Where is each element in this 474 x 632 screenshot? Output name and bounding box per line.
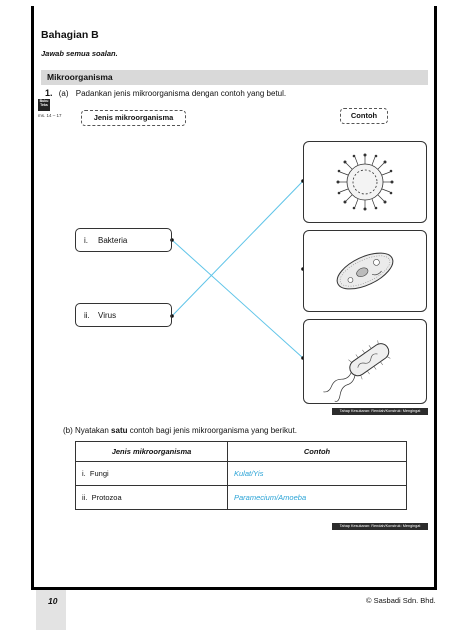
part-b-pre: Nyatakan <box>75 426 109 435</box>
item-number: ii. <box>84 311 90 320</box>
section-title: Bahagian B <box>41 29 99 41</box>
topic-title: Mikroorganisma <box>47 72 113 82</box>
answer-table <box>75 441 407 510</box>
part-a-label: (a) <box>58 89 69 98</box>
answer-cell[interactable]: Kulat/Yis <box>228 462 407 486</box>
question-b-line <box>63 426 297 435</box>
page-number: 10 <box>48 596 58 606</box>
row-number: ii. <box>82 493 88 502</box>
instruction: Jawab semua soalan. <box>41 49 118 58</box>
item-label: Virus <box>98 311 117 320</box>
table-header: Jenis mikroorganisma <box>76 442 228 462</box>
left-column-header: Jenis mikroorganisma <box>81 110 186 126</box>
part-b-bold: satu <box>111 426 128 435</box>
part-b-post: contoh bagi jenis mikroorganisma yang berikut. <box>129 426 297 435</box>
textbook-badge: Buku Teks <box>38 99 50 111</box>
answer-cell[interactable]: Paramecium/Amoeba <box>228 486 407 510</box>
item-label: Bakteria <box>98 236 128 245</box>
bacterium-illustration-icon <box>304 320 426 403</box>
part-a-text: Padankan jenis mikroorganisma dengan contoh yang betul. <box>75 89 287 98</box>
item-number: i. <box>84 236 88 245</box>
part-b-label: (b) <box>63 426 73 435</box>
copyright: © Sasbadi Sdn. Bhd. <box>366 596 436 605</box>
table-row <box>76 462 407 486</box>
image-box-virus[interactable] <box>303 141 427 223</box>
table-cell-type <box>76 462 228 486</box>
difficulty-tag-b: Tahap Kesukaran: Rendah/Konstruk: Mengingat <box>332 523 428 530</box>
row-type: Protozoa <box>91 493 122 502</box>
table-header: Contoh <box>228 442 407 462</box>
right-column-header: Contoh <box>340 108 388 124</box>
difficulty-tag-a: Tahap Kesukaran: Rendah/Konstruk: Mengingat <box>332 408 428 415</box>
image-box-paramecium[interactable] <box>303 230 427 312</box>
virus-illustration-icon <box>304 142 426 222</box>
paramecium-illustration-icon <box>304 231 426 311</box>
image-box-bacterium[interactable] <box>303 319 427 404</box>
question-number: 1. <box>45 88 53 98</box>
match-line-virus <box>172 181 303 316</box>
item-box-virus[interactable] <box>75 303 172 327</box>
table-row <box>76 486 407 510</box>
match-line-bakteria <box>172 240 303 358</box>
table-header-row <box>76 442 407 462</box>
row-number: i. <box>82 469 86 478</box>
row-type: Fungi <box>89 469 109 478</box>
table-cell-type <box>76 486 228 510</box>
item-box-bakteria[interactable] <box>75 228 172 252</box>
textbook-pages: ms. 14 – 17 <box>38 113 62 118</box>
